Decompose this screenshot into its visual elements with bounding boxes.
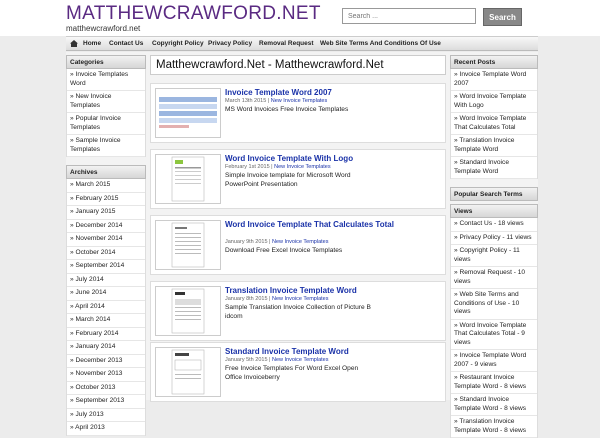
post-excerpt: Free Invoice Templates For Word Excel Open Office Invoiceberry	[225, 365, 359, 381]
views-item[interactable]: » Invoice Template Word 2007 - 9 views	[451, 350, 537, 372]
nav-home[interactable]: Home	[83, 40, 102, 47]
popular-search-terms-title: Popular Search Terms	[450, 187, 538, 201]
post-thumbnail[interactable]	[155, 154, 221, 204]
archive-item[interactable]: » January 2015	[67, 206, 145, 220]
post-thumbnail[interactable]	[155, 286, 221, 336]
post-category-link[interactable]: New Invoice Templates	[272, 239, 329, 245]
recent-post-item[interactable]: » Invoice Template Word 2007	[451, 69, 537, 91]
recent-post-item[interactable]: » Translation Invoice Template Word	[451, 135, 537, 157]
recent-posts-list	[450, 69, 538, 179]
recent-posts-title: Recent Posts	[450, 55, 538, 69]
archive-item[interactable]: » October 2013	[67, 382, 145, 396]
archives-list	[66, 179, 146, 436]
post-card	[150, 149, 446, 209]
archive-item[interactable]: » December 2013	[67, 355, 145, 369]
main-column	[150, 55, 446, 381]
post-card	[150, 342, 446, 402]
home-icon[interactable]	[70, 40, 78, 47]
archive-item[interactable]: » November 2013	[67, 368, 145, 382]
post-date: March 13th 2015	[225, 98, 267, 104]
post-meta: February 1st 2015 | New Invoice Templates	[225, 164, 331, 170]
views-list	[450, 218, 538, 438]
post-date: January 8th 2015	[225, 296, 268, 302]
nav-privacy-policy[interactable]: Privacy Policy	[208, 40, 253, 47]
post-meta: March 13th 2015 | New Invoice Templates	[225, 98, 328, 104]
categories-title: Categories	[66, 55, 146, 69]
archive-item[interactable]: » February 2015	[67, 193, 145, 207]
post-card	[150, 281, 446, 341]
views-item[interactable]: » Translation Invoice Template Word - 8 views	[451, 416, 537, 438]
right-sidebar	[450, 55, 538, 438]
site-title-link[interactable]: MATTHEWCRAWFORD.NET	[66, 3, 321, 24]
post-excerpt: Sample Translation Invoice Collection of Picture B idcom	[225, 304, 371, 320]
archives-title: Archives	[66, 165, 146, 179]
archive-item[interactable]: » June 2014	[67, 287, 145, 301]
views-item[interactable]: » Removal Request - 10 views	[451, 267, 537, 289]
archive-item[interactable]: » March 2014	[67, 314, 145, 328]
views-item[interactable]: » Word Invoice Template That Calculates Total - 9 views	[451, 320, 537, 351]
archive-item[interactable]: » July 2013	[67, 409, 145, 423]
left-sidebar	[66, 55, 146, 436]
archive-item[interactable]: » April 2014	[67, 301, 145, 315]
site-header	[0, 0, 600, 36]
post-category-link[interactable]: New Invoice Templates	[272, 357, 329, 363]
post-card	[150, 215, 446, 275]
nav-contact-us[interactable]: Contact Us	[109, 40, 144, 47]
nav-terms[interactable]: Web Site Terms And Conditions Of Use	[320, 40, 441, 47]
archive-item[interactable]: » September 2014	[67, 260, 145, 274]
recent-post-item[interactable]: » Standard Invoice Template Word	[451, 157, 537, 179]
post-meta: January 5th 2015 | New Invoice Templates	[225, 357, 329, 363]
nav-removal-request[interactable]: Removal Request	[259, 40, 314, 47]
post-excerpt: MS Word Invoices Free Invoice Templates	[225, 106, 349, 113]
archive-item[interactable]: » March 2015	[67, 179, 145, 193]
views-item[interactable]: » Copyright Policy - 11 views	[451, 245, 537, 267]
category-item[interactable]: » Invoice Templates Word	[67, 69, 145, 91]
post-title-link[interactable]: Word Invoice Template That Calculates Total	[225, 220, 394, 229]
nav-copyright-policy[interactable]: Copyright Policy	[152, 40, 204, 47]
site-description: matthewcrawford.net	[66, 24, 141, 33]
post-date: February 1st 2015	[225, 164, 270, 170]
views-item[interactable]: » Contact Us - 18 views	[451, 218, 537, 232]
post-date: January 5th 2015	[225, 357, 268, 363]
main-nav	[66, 36, 538, 51]
post-title-link[interactable]: Translation Invoice Template Word	[225, 286, 357, 295]
post-title-link[interactable]: Invoice Template Word 2007	[225, 88, 332, 97]
post-card	[150, 83, 446, 143]
category-item[interactable]: » New Invoice Templates	[67, 91, 145, 113]
page-content	[66, 52, 538, 434]
views-item[interactable]: » Privacy Policy - 11 views	[451, 232, 537, 246]
post-category-link[interactable]: New Invoice Templates	[274, 164, 331, 170]
archive-item[interactable]: » November 2014	[67, 233, 145, 247]
recent-post-item[interactable]: » Word Invoice Template With Logo	[451, 91, 537, 113]
archive-item[interactable]: » January 2014	[67, 341, 145, 355]
archive-item[interactable]: » April 2013	[67, 422, 145, 436]
post-title-link[interactable]: Word Invoice Template With Logo	[225, 154, 354, 163]
archive-item[interactable]: » July 2014	[67, 274, 145, 288]
search-input[interactable]	[342, 8, 476, 24]
post-category-link[interactable]: New Invoice Templates	[272, 296, 329, 302]
archive-item[interactable]: » February 2014	[67, 328, 145, 342]
recent-post-item[interactable]: » Word Invoice Template That Calculates Total	[451, 113, 537, 135]
category-item[interactable]: » Sample Invoice Templates	[67, 135, 145, 157]
post-category-link[interactable]: New Invoice Templates	[270, 98, 328, 104]
post-thumbnail[interactable]	[155, 88, 221, 138]
search-button[interactable]: Search	[483, 8, 522, 26]
archive-item[interactable]: » December 2014	[67, 220, 145, 234]
categories-list	[66, 69, 146, 157]
post-meta: January 8th 2015 | New Invoice Templates	[225, 296, 329, 302]
archive-item[interactable]: » October 2014	[67, 247, 145, 261]
post-thumbnail[interactable]	[155, 347, 221, 397]
post-excerpt: Download Free Excel Invoice Templates	[225, 247, 343, 254]
views-item[interactable]: » Standard Invoice Template Word - 8 views	[451, 394, 537, 416]
views-item[interactable]: » Restaurant Invoice Template Word - 8 views	[451, 372, 537, 394]
post-title-link[interactable]: Standard Invoice Template Word	[225, 347, 349, 356]
post-excerpt: Simple Invoice template for Microsoft Word PowerPoint Presentation	[225, 172, 351, 188]
archive-item[interactable]: » September 2013	[67, 395, 145, 409]
page-title: Matthewcrawford.Net - Matthewcrawford.Net	[150, 55, 446, 75]
views-title: Views	[450, 204, 538, 218]
post-meta: January 9th 2015 | New Invoice Templates	[225, 239, 329, 245]
post-thumbnail[interactable]	[155, 220, 221, 270]
category-item[interactable]: » Popular Invoice Templates	[67, 113, 145, 135]
post-date: January 9th 2015	[225, 239, 268, 245]
views-item[interactable]: » Web Site Terms and Conditions of Use - 10 views	[451, 289, 537, 320]
